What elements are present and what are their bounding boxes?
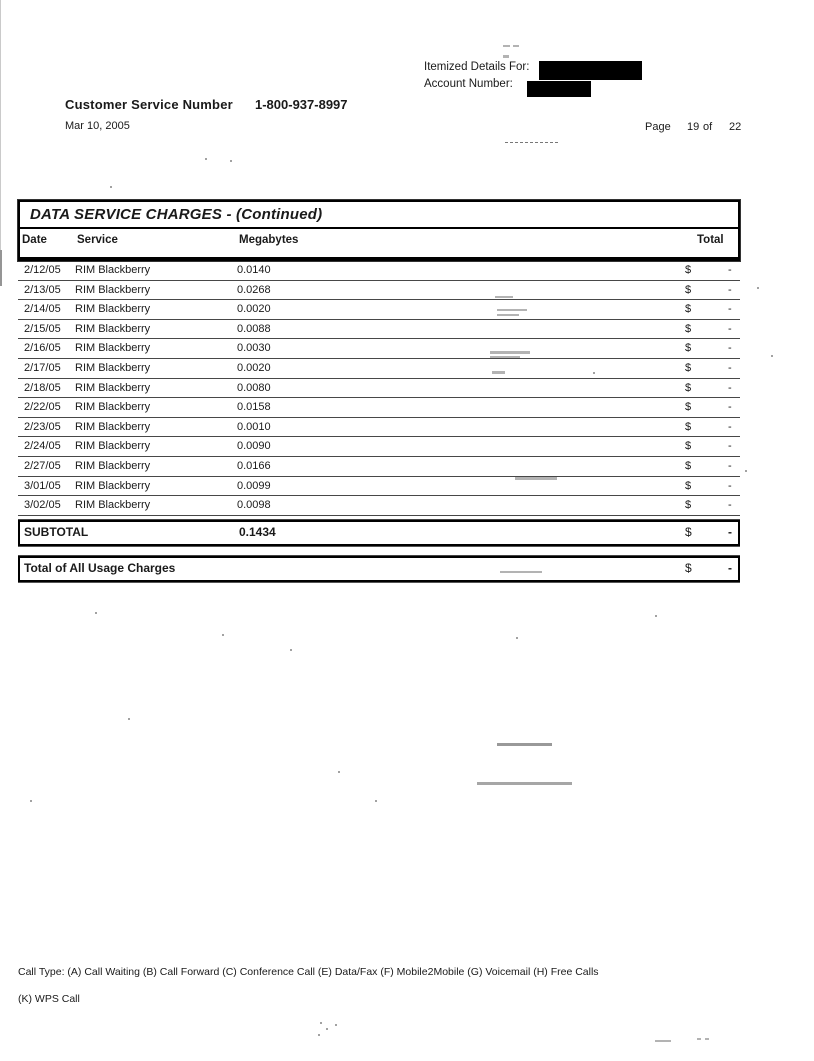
scan-artifact (490, 351, 530, 354)
row-service: RIM Blackberry (75, 322, 151, 335)
row-date: 2/22/05 (24, 401, 61, 414)
row-amount: - (728, 361, 732, 374)
row-date: 2/12/05 (24, 264, 61, 276)
row-currency: $ (685, 303, 692, 316)
table-row (18, 359, 740, 379)
scan-artifact (515, 477, 557, 480)
row-megabytes: 0.0020 (237, 361, 271, 374)
scan-artifact (335, 1024, 337, 1026)
itemized-details-label: Itemized Details For: (424, 61, 530, 73)
scan-artifact (655, 1040, 671, 1042)
scan-artifact (110, 186, 112, 188)
table-row (18, 339, 740, 359)
table-row (18, 477, 740, 497)
row-amount: - (728, 401, 732, 414)
row-service: RIM Blackberry (75, 401, 151, 414)
row-date: 2/24/05 (24, 440, 61, 453)
scan-artifact (95, 612, 97, 614)
page-label: Page (645, 121, 671, 133)
row-date: 3/02/05 (24, 499, 61, 512)
subtotal-amount: - (728, 524, 732, 539)
scan-artifact (326, 1028, 328, 1030)
row-amount: - (728, 440, 732, 453)
scan-artifact (593, 372, 595, 374)
row-service: RIM Blackberry (75, 361, 151, 374)
row-megabytes: 0.0098 (237, 499, 271, 512)
page-separator: of (703, 121, 713, 133)
scan-artifact (655, 615, 657, 617)
page-current: 19 (687, 121, 700, 133)
row-service: RIM Blackberry (75, 283, 151, 296)
row-date: 2/17/05 (24, 361, 61, 374)
redaction-bar-itemized (539, 61, 642, 80)
row-date: 2/23/05 (24, 420, 61, 433)
table-row (18, 320, 740, 340)
subtotal-row (18, 520, 740, 546)
row-amount: - (728, 322, 732, 335)
row-amount: - (728, 479, 732, 492)
statement-date: Mar 10, 2005 (65, 120, 130, 132)
scan-artifact (290, 649, 292, 651)
customer-service-number: 1-800-937-8997 (255, 97, 348, 112)
row-currency: $ (685, 342, 692, 355)
row-megabytes: 0.0090 (237, 440, 271, 453)
row-amount: - (728, 381, 732, 394)
row-megabytes: 0.0020 (237, 303, 271, 316)
row-service: RIM Blackberry (75, 342, 151, 355)
scan-artifact (30, 800, 32, 802)
scan-artifact (205, 158, 207, 160)
scan-artifact (757, 287, 759, 289)
customer-service-label: Customer Service Number (65, 97, 233, 112)
call-type-legend: Call Type: (A) Call Waiting (B) Call Forward (C) Conference Call (E) Data/Fax (F) Mobile2Mobile (G) Voicemail (H) Free Calls (18, 966, 599, 978)
row-date: 3/01/05 (24, 479, 61, 492)
table-row (18, 398, 740, 418)
scan-artifact (497, 314, 519, 316)
row-currency: $ (685, 361, 692, 374)
row-date: 2/15/05 (24, 322, 61, 335)
subtotal-currency: $ (685, 524, 692, 539)
scan-artifact (513, 45, 519, 47)
table-row (18, 457, 740, 477)
scan-artifact (500, 571, 542, 573)
row-date: 2/27/05 (24, 459, 61, 472)
row-currency: $ (685, 381, 692, 394)
row-currency: $ (685, 283, 692, 296)
table-row (18, 281, 740, 301)
row-amount: - (728, 283, 732, 296)
call-type-legend-2: (K) WPS Call (18, 993, 80, 1005)
row-service: RIM Blackberry (75, 264, 151, 276)
scan-artifact (492, 371, 505, 374)
row-megabytes: 0.0080 (237, 381, 271, 394)
scan-artifact (705, 1038, 709, 1040)
row-currency: $ (685, 479, 692, 492)
row-megabytes: 0.0158 (237, 401, 271, 414)
row-service: RIM Blackberry (75, 381, 151, 394)
row-amount: - (728, 342, 732, 355)
table-column-headers (20, 229, 738, 259)
scan-artifact (745, 470, 747, 472)
scan-artifact (505, 142, 558, 143)
row-megabytes: 0.0166 (237, 459, 271, 472)
table-row (18, 261, 740, 281)
row-amount: - (728, 303, 732, 316)
row-date: 2/18/05 (24, 381, 61, 394)
scan-artifact (320, 1022, 322, 1024)
table-title: DATA SERVICE CHARGES - (Continued) (20, 202, 738, 229)
column-header-date: Date (22, 234, 47, 246)
row-currency: $ (685, 420, 692, 433)
redaction-bar-account (527, 81, 591, 97)
scan-artifact (503, 55, 509, 58)
row-date: 2/13/05 (24, 283, 61, 296)
table-row (18, 300, 740, 320)
row-megabytes: 0.0099 (237, 479, 271, 492)
scan-artifact (495, 296, 513, 298)
scan-artifact (128, 718, 130, 720)
table-row (18, 379, 740, 399)
data-service-charges-table (18, 200, 740, 546)
table-row (18, 418, 740, 438)
scan-artifact (375, 800, 377, 802)
table-header-box (18, 200, 740, 261)
scan-artifact (497, 743, 552, 746)
column-header-total: Total (697, 234, 724, 246)
row-currency: $ (685, 459, 692, 472)
column-header-service: Service (77, 234, 118, 246)
scan-artifact (497, 309, 527, 311)
grand-total-amount: - (728, 561, 732, 575)
scan-artifact (318, 1034, 320, 1036)
row-service: RIM Blackberry (75, 440, 151, 453)
row-service: RIM Blackberry (75, 459, 151, 472)
table-rows (18, 261, 740, 516)
row-megabytes: 0.0088 (237, 322, 271, 335)
scan-artifact (490, 356, 520, 358)
grand-total-row (18, 556, 740, 582)
scan-artifact (0, 0, 1, 250)
scan-artifact (697, 1038, 701, 1040)
account-number-label: Account Number: (424, 78, 513, 90)
row-date: 2/16/05 (24, 342, 61, 355)
scan-artifact (771, 355, 773, 357)
row-currency: $ (685, 499, 692, 512)
row-megabytes: 0.0140 (237, 264, 271, 276)
row-currency: $ (685, 264, 692, 276)
row-megabytes: 0.0268 (237, 283, 271, 296)
column-header-megabytes: Megabytes (239, 234, 299, 246)
subtotal-label: SUBTOTAL (24, 524, 89, 539)
scan-artifact (0, 250, 2, 286)
grand-total-currency: $ (685, 561, 692, 575)
row-service: RIM Blackberry (75, 303, 151, 316)
page-total: 22 (729, 121, 742, 133)
row-service: RIM Blackberry (75, 499, 151, 512)
scan-artifact (338, 771, 340, 773)
subtotal-megabytes: 0.1434 (239, 524, 276, 539)
row-service: RIM Blackberry (75, 420, 151, 433)
row-amount: - (728, 264, 732, 276)
scan-artifact (516, 637, 518, 639)
row-currency: $ (685, 322, 692, 335)
row-service: RIM Blackberry (75, 479, 151, 492)
scan-artifact (222, 634, 224, 636)
row-date: 2/14/05 (24, 303, 61, 316)
row-amount: - (728, 499, 732, 512)
row-currency: $ (685, 440, 692, 453)
scan-artifact (503, 45, 510, 47)
row-megabytes: 0.0030 (237, 342, 271, 355)
scan-artifact (477, 782, 572, 785)
row-amount: - (728, 459, 732, 472)
table-row (18, 496, 740, 516)
row-megabytes: 0.0010 (237, 420, 271, 433)
row-amount: - (728, 420, 732, 433)
scan-artifact (230, 160, 232, 162)
table-row (18, 437, 740, 457)
row-currency: $ (685, 401, 692, 414)
grand-total-label: Total of All Usage Charges (24, 561, 176, 575)
